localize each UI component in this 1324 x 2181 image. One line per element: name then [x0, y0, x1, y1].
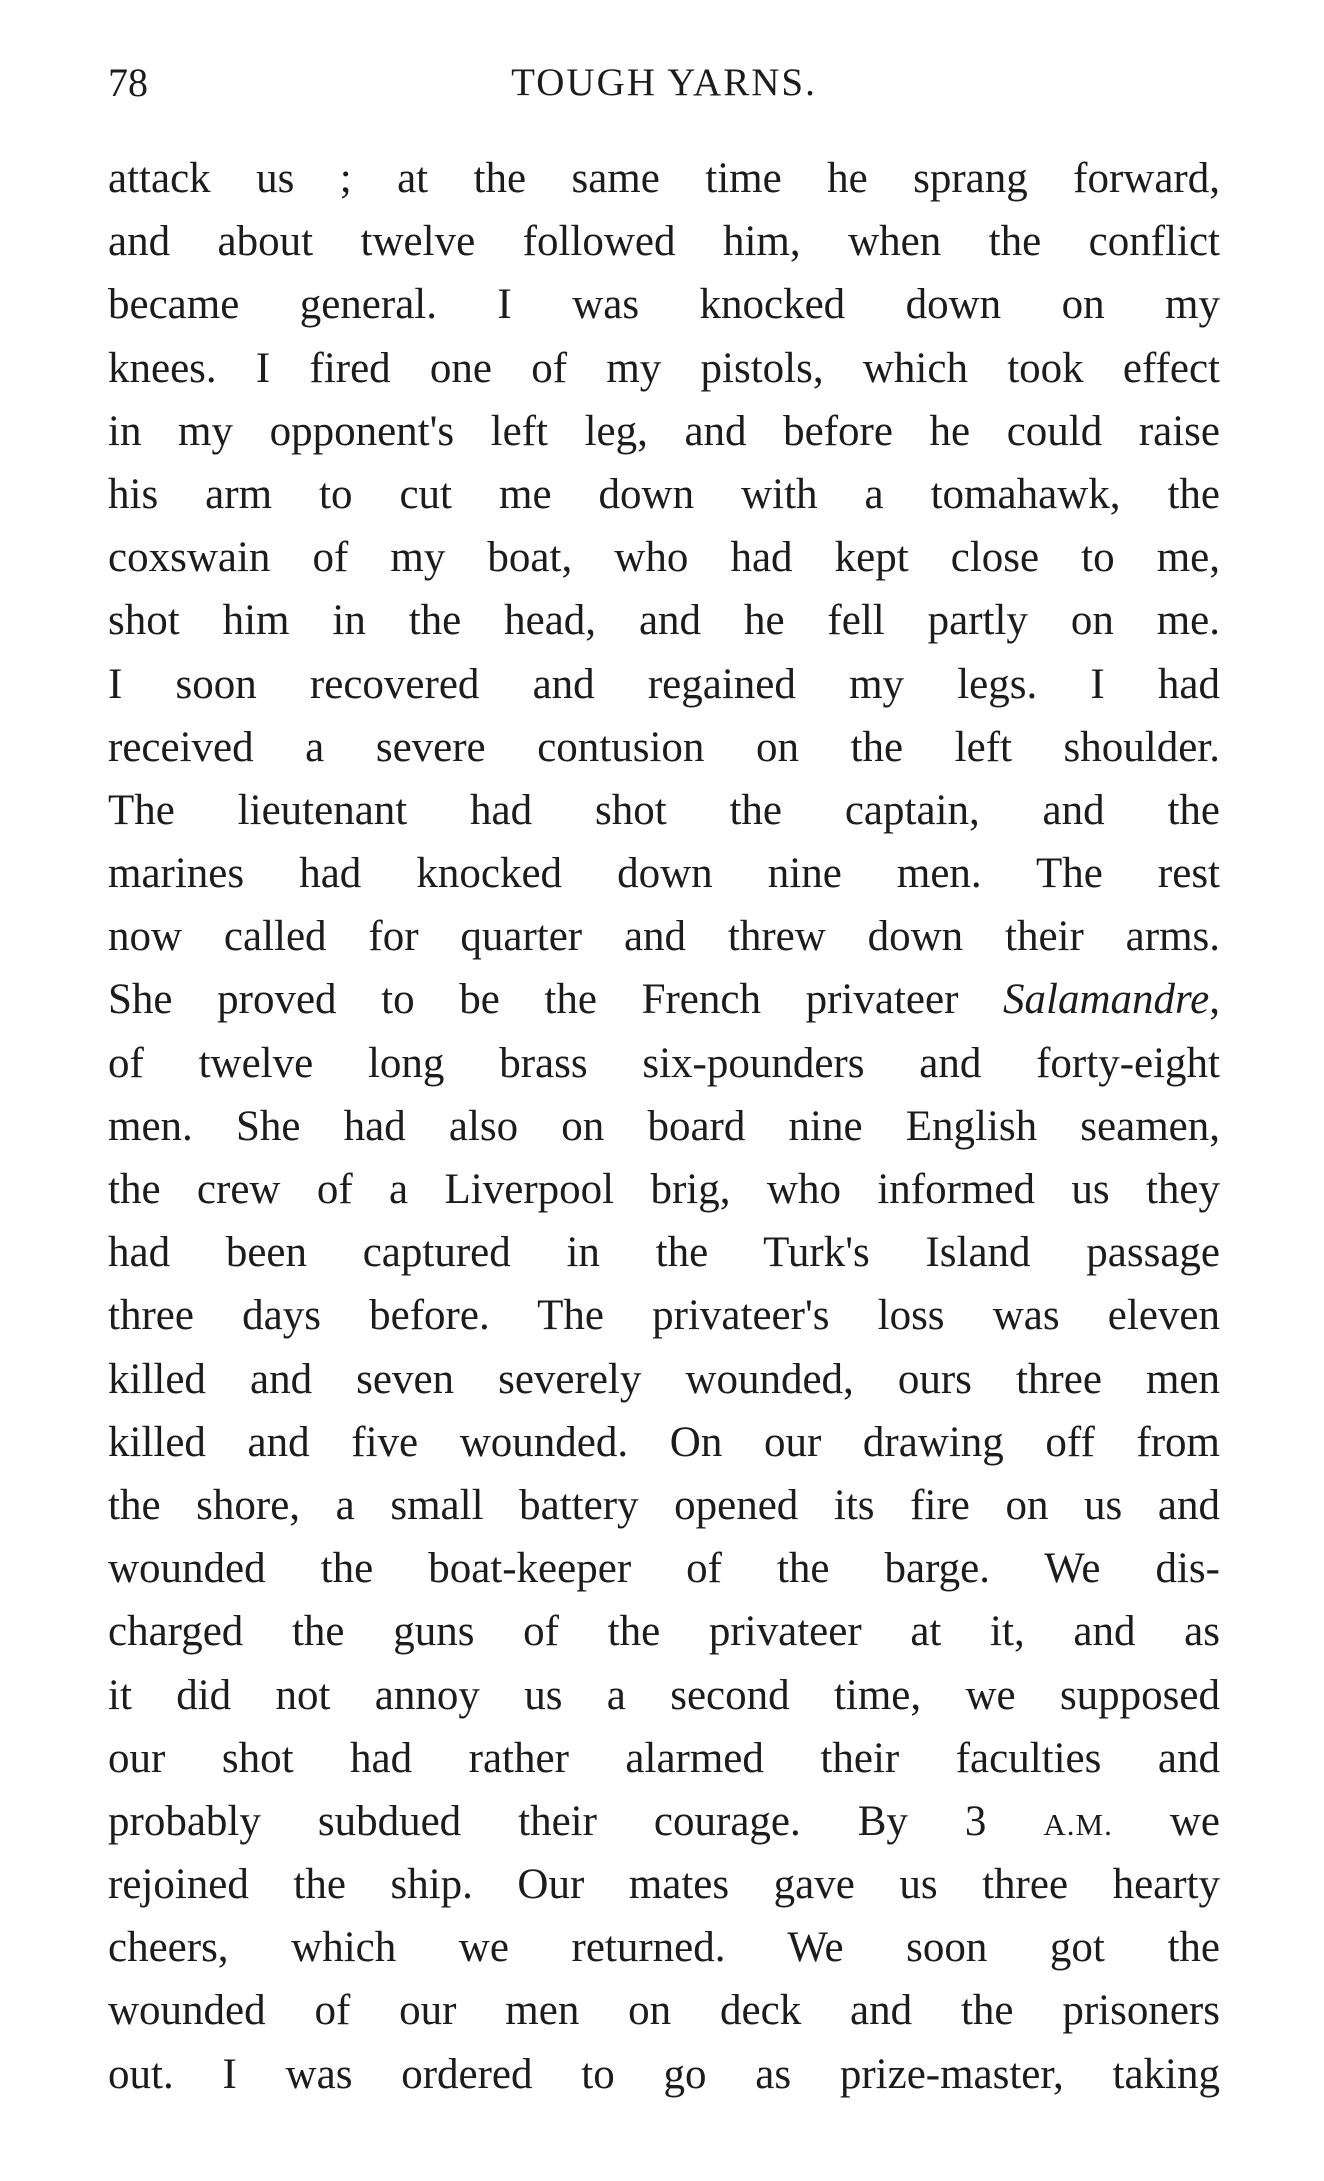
text-line: rejoined the ship. Our mates gave us three hearty	[108, 1861, 1220, 1909]
text-line: cheers, which we returned. We soon got the	[108, 1924, 1220, 1972]
text-line	[108, 1790, 1220, 1853]
text-line: coxswain of my boat, who had kept close to me,	[108, 534, 1220, 582]
text-line: I soon recovered and regained my legs. I had	[108, 660, 1220, 708]
text-line: it did not annoy us a second time, we supposed	[108, 1671, 1220, 1719]
text-line: The lieutenant had shot the captain, and the	[108, 786, 1220, 834]
text-line: killed and five wounded. On our drawing off from	[108, 1418, 1220, 1466]
text-line: attack us ; at the same time he sprang forward,	[108, 155, 1220, 202]
time-small-caps: A.M.	[1043, 1806, 1113, 1842]
text-line: marines had knocked down nine men. The rest	[108, 850, 1220, 898]
page-number: 78	[108, 60, 148, 105]
text-line: shot him in the head, and he fell partly on me.	[108, 597, 1220, 645]
text-line: three days before. The privateer's loss was eleven	[108, 1292, 1220, 1340]
text-line: became general. I was knocked down on my	[108, 281, 1220, 329]
text-line: received a severe contusion on the left shoulder.	[108, 723, 1220, 771]
text-line: had been captured in the Turk's Island passage	[108, 1229, 1220, 1277]
text-line: knees. I fired one of my pistols, which took effect	[108, 344, 1220, 392]
text-run: we	[1112, 1797, 1220, 1845]
text-line: the shore, a small battery opened its fire on us and	[108, 1481, 1220, 1529]
body-text	[108, 147, 1220, 2106]
running-title: TOUGH YARNS.	[511, 61, 817, 104]
text-line: the crew of a Liverpool brig, who informed us they	[108, 1166, 1220, 1213]
text-line: wounded the boat-keeper of the barge. We dis-	[108, 1545, 1220, 1593]
text-line: charged the guns of the privateer at it, and as	[108, 1608, 1220, 1656]
text-line: of twelve long brass six-pounders and forty-eight	[108, 1039, 1220, 1087]
text-run: She proved to be the French privateer	[108, 976, 1004, 1024]
text-line: now called for quarter and threw down their arms.	[108, 913, 1220, 961]
ship-name-italic: Salamandre	[1003, 976, 1210, 1024]
text-line: and about twelve followed him, when the conflict	[108, 218, 1220, 266]
text-line: wounded of our men on deck and the prisoners	[108, 1987, 1220, 2035]
text-run: probably subdued their courage. By 3	[108, 1797, 1044, 1845]
text-line: in my opponent's left leg, and before he could raise	[108, 407, 1220, 455]
text-line	[108, 968, 1220, 1031]
text-line: men. She had also on board nine English seamen,	[108, 1102, 1220, 1150]
text-line: killed and seven severely wounded, ours three men	[108, 1355, 1220, 1403]
text-line: our shot had rather alarmed their faculties and	[108, 1734, 1220, 1782]
text-run: ,	[1209, 976, 1220, 1024]
text-line: out. I was ordered to go as prize-master, taking	[108, 2050, 1220, 2098]
text-line: his arm to cut me down with a tomahawk, the	[108, 470, 1220, 518]
page-header	[108, 58, 1220, 108]
